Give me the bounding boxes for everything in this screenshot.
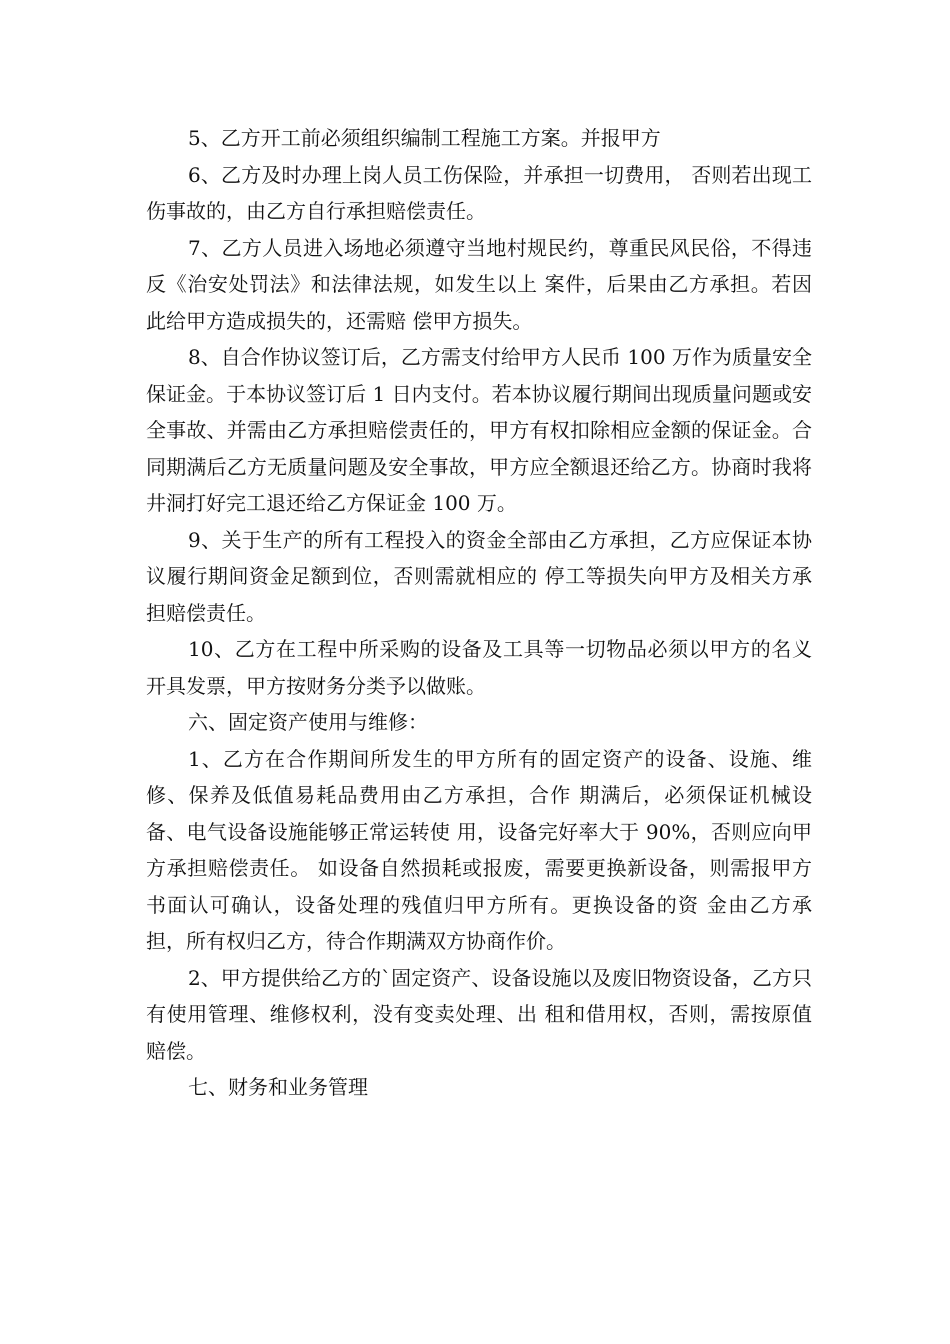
section-6-clause-2-paragraph: 2、甲方提供给乙方的`固定资产、设备设施以及废旧物资设备，乙方只有使用管理、维修权利，没有变卖处理、出 租和借用权，否则，需按原值赔偿。 [146,965,812,1063]
clause-7-paragraph: 7、乙方人员进入场地必须遵守当地村规民约，尊重民风民俗，不得违反《治安处罚法》和法律法规，如发生以上 案件，后果由乙方承担。若因此给甲方造成损失的，还需赔 偿甲方损失。 [146,235,812,333]
clause-5-paragraph: 5、乙方开工前必须组织编制工程施工方案。并报甲方 [188,126,661,150]
section-6-heading: 六、固定资产使用与维修： [188,710,428,734]
section-6-clause-1-paragraph: 1、乙方在合作期间所发生的甲方所有的固定资产的设备、设施、维修、保养及低值易耗品费用由乙方承担，合作 期满后，必须保证机械设备、电气设备设施能够正常运转使 用，设备完好率大于 90%，否则应向甲方承担赔偿责任。 如设备自然损耗或报废，需要更换新设备，则需报甲方 书面认可确认，设备处理的残值归甲方所有。更换设备的资 金由乙方承担，所有权归乙方，待合作期满双方协商作价。 [146,746,812,953]
clause-9-paragraph: 9、关于生产的所有工程投入的资金全部由乙方承担，乙方应保证本协议履行期间资金足额到位，否则需就相应的 停工等损失向甲方及相关方承担赔偿责任。 [146,527,812,625]
clause-6-paragraph: 6、乙方及时办理上岗人员工伤保险，并承担一切费用， 否则若出现工伤事故的，由乙方自行承担赔偿责任。 [146,162,812,223]
clause-8-paragraph: 8、自合作协议签订后，乙方需支付给甲方人民币 100 万作为质量安全保证金。于本协议签订后 1 日内支付。若本协议履行期间出现质量问题或安全事故、并需由乙方承担赔偿责任的，甲方有权扣除相应金额的保证金。合同期满后乙方无质量问题及安全事故，甲方应全额退还给乙方。协商时我将井洞打好完工退还给乙方保证金 100 万。 [146,345,812,515]
clause-10-paragraph: 10、乙方在工程中所采购的设备及工具等一切物品必须以甲方的名义开具发票，甲方按财务分类予以做账。 [146,637,812,698]
section-7-heading: 七、财务和业务管理 [188,1075,368,1099]
document-body [146,120,812,1106]
